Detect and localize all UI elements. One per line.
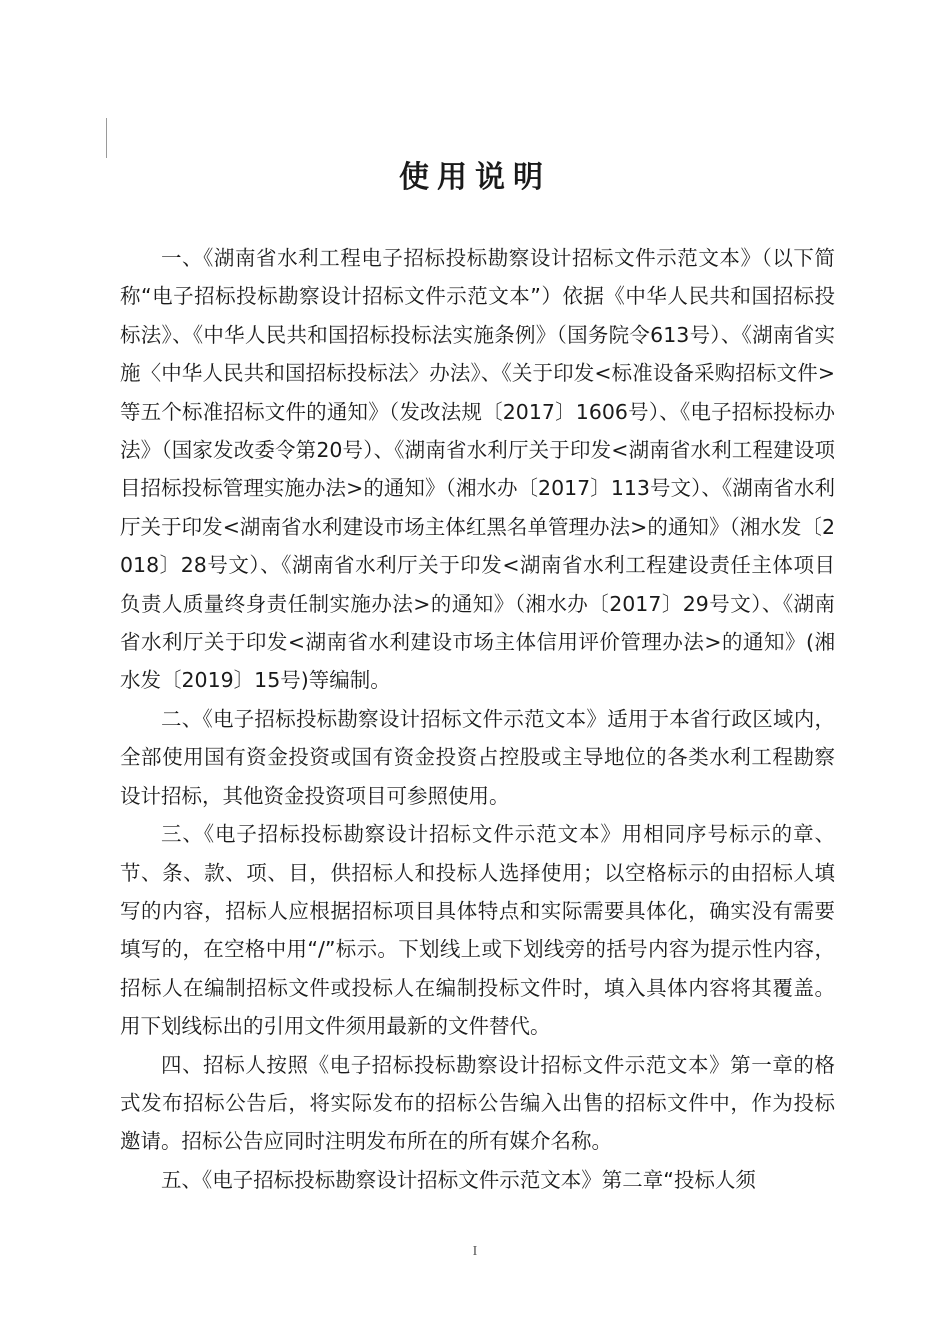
paragraph-3: 三、《电子招标投标勘察设计招标文件示范文本》用相同序号标示的章、节、条、款、项、目，供招标人和投标人选择使用；以空格标示的由招标人填写的内容，招标人应根据招标项目具体特点和实际需要具体化，确实没有需要填写的，在空格中用“/”标示。下划线上或下划线旁的括号内容为提示性内容，招标人在编制招标文件或投标人在编制投标文件时，填入具体内容将其覆盖。用下划线标出的引用文件须用最新的文件替代。 bbox=[120, 822, 835, 1039]
document-body bbox=[120, 239, 835, 1199]
page-number: I bbox=[472, 1244, 478, 1259]
paragraph-1: 一、《湖南省水利工程电子招标投标勘察设计招标文件示范文本》（以下简称“电子招标投标勘察设计招标文件示范文本”）依据《中华人民共和国招标投标法》、《中华人民共和国招标投标法实施条例》（国务院令613号）、《湖南省实施〈中华人民共和国招标投标法〉办法》、《关于印发<标准设备采购招标文件>等五个标准招标文件的通知》（发改法规〔2017〕1606号）、《电子招标投标办法》（国家发改委令第20号）、《湖南省水利厅关于印发<湖南省水利工程建设项目招标投标管理实施办法>的通知》（湘水办〔2017〕113号文）、《湖南省水利厅关于印发<湖南省水利建设市场主体红黑名单管理办法>的通知》（湘水发〔2018〕28号文）、《湖南省水利厅关于印发<湖南省水利工程建设责任主体项目负责人质量终身责任制实施办法>的通知》（湘水办〔2017〕29号文）、《湖南省水利厅关于印发<湖南省水利建设市场主体信用评价管理办法>的通知》(湘水发〔2019〕15号)等编制。 bbox=[120, 246, 835, 693]
page-title: 使用说明 bbox=[399, 160, 551, 195]
margin-marker-line bbox=[106, 118, 107, 158]
paragraph-4: 四、招标人按照《电子招标投标勘察设计招标文件示范文本》第一章的格式发布招标公告后，将实际发布的招标公告编入出售的招标文件中，作为投标邀请。招标公告应同时注明发布所在的所有媒介名称。 bbox=[120, 1052, 835, 1154]
paragraph-2: 二、《电子招标投标勘察设计招标文件示范文本》适用于本省行政区域内，全部使用国有资金投资或国有资金投资占控股或主导地位的各类水利工程勘察设计招标，其他资金投资项目可参照使用。 bbox=[120, 706, 835, 808]
paragraph-5: 五、《电子招标投标勘察设计招标文件示范文本》第二章“投标人须 bbox=[161, 1167, 756, 1192]
